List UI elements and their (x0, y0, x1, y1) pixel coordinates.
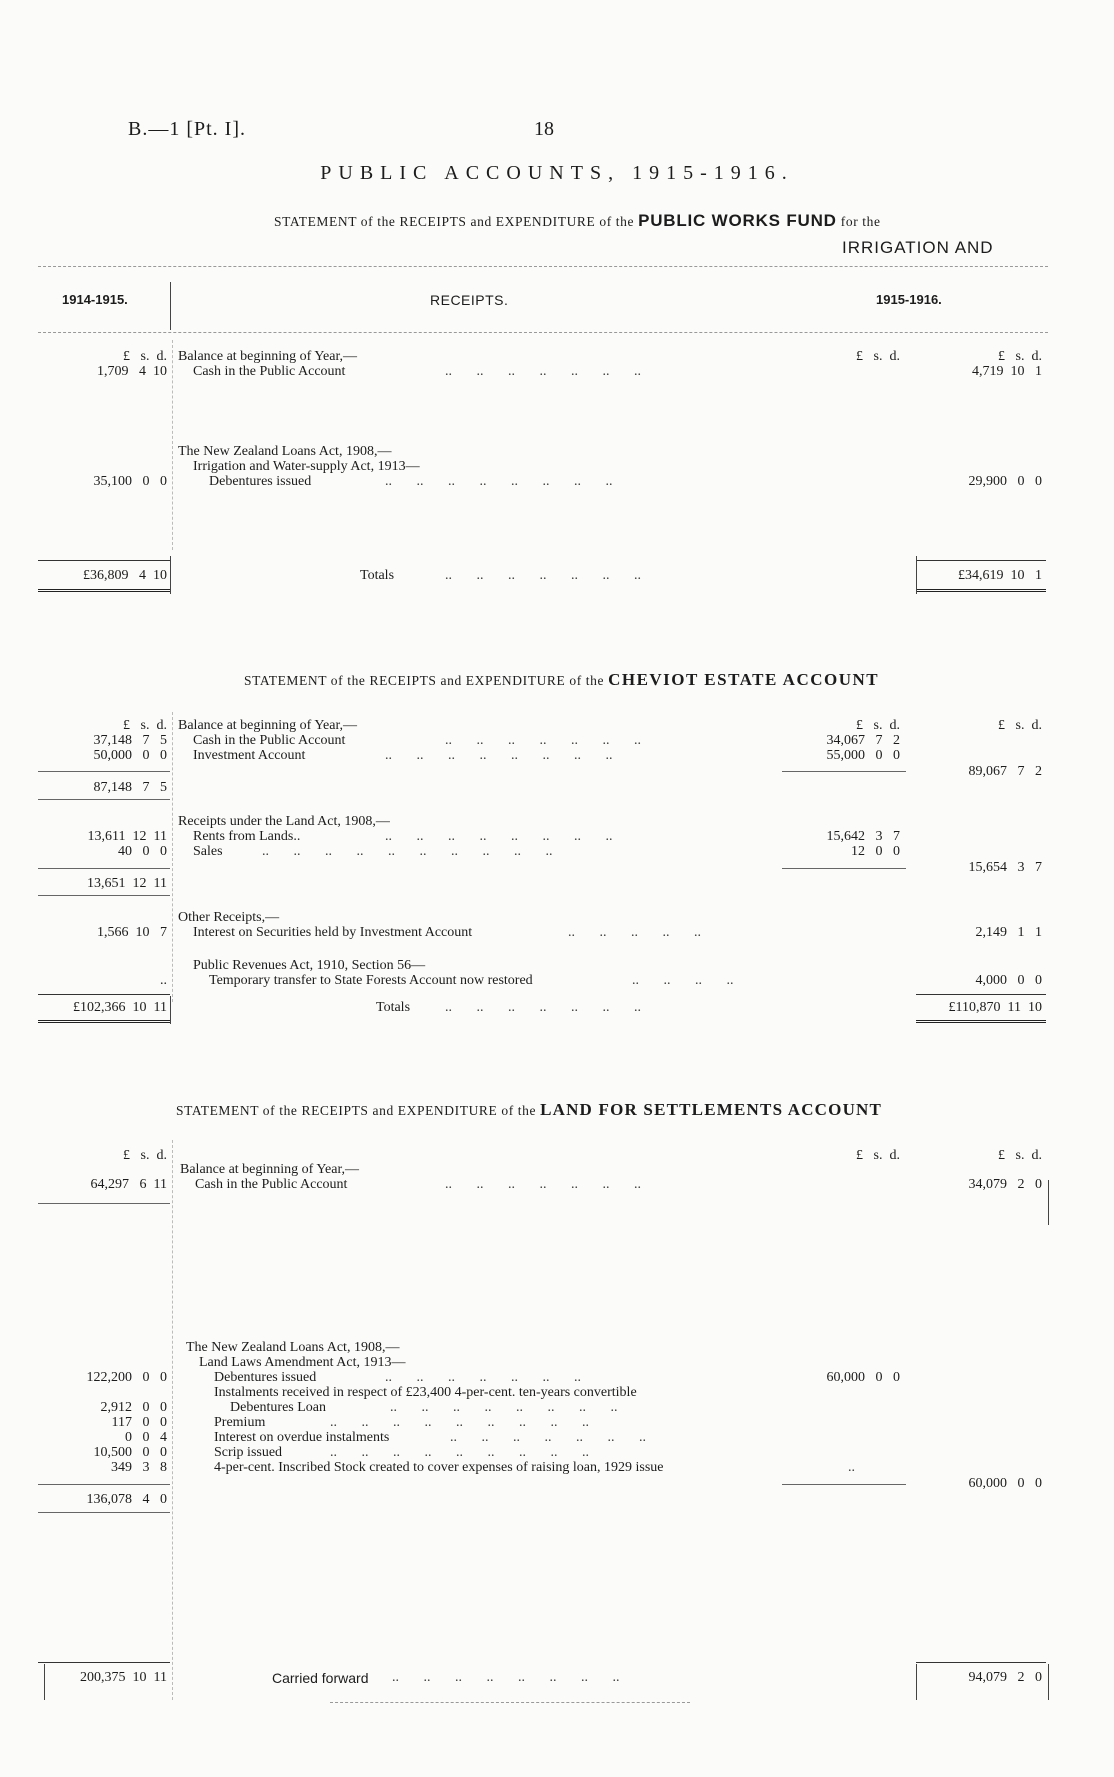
divider (330, 1702, 690, 1703)
leader-dots: .. .. .. .. .. .. .. (445, 364, 641, 379)
pwf-units-cur: £ s. d. (998, 349, 1042, 364)
cheviot-units-prev: £ s. d. (123, 718, 167, 733)
list-item: Investment Account (193, 748, 306, 763)
list-item: Balance at beginning of Year,— (180, 1162, 360, 1177)
lfs-units-prev: £ s. d. (123, 1148, 167, 1163)
leader-dots: .. .. .. .. .. .. .. .. (385, 474, 613, 489)
lfs-prev-value: 2,912 0 0 (100, 1400, 167, 1415)
divider (916, 994, 1046, 995)
divider (916, 589, 1046, 595)
list-item: Sales (193, 844, 223, 859)
lfs-prev-value: 0 0 4 (125, 1430, 167, 1445)
leader-dots: .. .. .. .. .. .. .. .. .. .. (262, 844, 553, 859)
lfs-prev-value: 122,200 0 0 (86, 1370, 167, 1385)
cheviot-subtotal-prev: 13,651 12 11 (87, 876, 167, 891)
cheviot-prev-value: .. (160, 973, 167, 988)
lfs-subtotal-cur: 60,000 0 0 (968, 1476, 1042, 1491)
page-reference: B.—1 [Pt. I]. (128, 118, 246, 140)
leader-dots: .. .. .. .. .. .. .. .. (385, 829, 613, 844)
leader-dots: .. .. .. .. .. .. .. .. (390, 1400, 618, 1415)
pwf-cur-value: 4,719 10 1 (972, 364, 1042, 379)
divider (782, 1484, 906, 1485)
pwf-prev-value: 1,709 4 10 (97, 364, 167, 379)
lfs-subtotal-prev: 136,078 4 0 (86, 1492, 167, 1507)
pwf-total-cur: £34,619 10 1 (958, 568, 1042, 583)
cheviot-mid-value: 15,642 3 7 (826, 829, 900, 844)
leader-dots: .. .. .. .. .. .. .. (445, 1177, 641, 1192)
page-number: 18 (534, 118, 554, 140)
cheviot-stmt-bold: CHEVIOT ESTATE ACCOUNT (608, 670, 880, 689)
list-item: The New Zealand Loans Act, 1908,— (186, 1340, 400, 1355)
lfs-mid-value: 60,000 0 0 (826, 1370, 900, 1385)
leader-dots: .. .. .. .. .. .. .. .. .. (330, 1415, 589, 1430)
cheviot-total-prev: £102,366 10 11 (73, 1000, 167, 1015)
cheviot-cur-value: 4,000 0 0 (975, 973, 1042, 988)
pwf-stmt-suffix: for the (840, 214, 881, 229)
list-item: Cash in the Public Account (195, 1177, 348, 1192)
cheviot-mid-value: 34,067 7 2 (826, 733, 900, 748)
divider (170, 282, 171, 330)
list-item: The New Zealand Loans Act, 1908,— (178, 444, 392, 459)
divider (170, 996, 171, 1024)
divider (916, 1662, 1046, 1663)
list-item: Debentures issued (209, 474, 312, 489)
divider (172, 340, 173, 550)
pwf-cur-value: 29,900 0 0 (968, 474, 1042, 489)
leader-dots: .. (848, 1460, 855, 1475)
divider (38, 1512, 170, 1513)
cheviot-mid-value: 12 0 0 (851, 844, 900, 859)
divider (38, 1203, 170, 1204)
pwf-subline: IRRIGATION AND (842, 238, 994, 257)
leader-dots: .. .. .. .. .. .. .. .. (392, 1670, 620, 1685)
cheviot-statement-heading (244, 670, 879, 690)
pwf-total-prev: £36,809 4 10 (83, 568, 167, 583)
divider (170, 556, 171, 594)
leader-dots: .. .. .. .. .. .. .. .. .. (330, 1445, 589, 1460)
pwf-col-receipts: RECEIPTS. (430, 292, 509, 308)
list-item: Receipts under the Land Act, 1908,— (178, 814, 390, 829)
divider (38, 332, 1048, 333)
lfs-carried-label: Carried forward (272, 1670, 369, 1686)
divider (1048, 1180, 1049, 1225)
list-item: Premium (214, 1415, 266, 1430)
leader-dots: .. .. .. .. .. .. .. (445, 1000, 641, 1015)
leader-dots: .. .. .. .. .. .. .. (450, 1430, 646, 1445)
divider (38, 799, 170, 800)
pwf-stmt-prefix: STATEMENT of the RECEIPTS and EXPENDITURE of the (274, 214, 635, 229)
divider (38, 266, 1048, 267)
lfs-stmt-prefix: STATEMENT of the RECEIPTS and EXPENDITURE of the (176, 1103, 537, 1118)
list-item: Irrigation and Water-supply Act, 1913— (193, 459, 420, 474)
divider (38, 560, 170, 561)
divider (38, 771, 170, 772)
divider (38, 895, 170, 896)
leader-dots: .. .. .. .. .. .. .. (445, 733, 641, 748)
pwf-totals-label: Totals (360, 568, 395, 583)
divider (916, 1664, 917, 1700)
cheviot-units-mid: £ s. d. (856, 718, 900, 733)
list-item: Land Laws Amendment Act, 1913— (199, 1355, 406, 1370)
list-item: Other Receipts,— (178, 910, 280, 925)
lfs-prev-value: 10,500 0 0 (93, 1445, 167, 1460)
cheviot-total-cur: £110,870 11 10 (948, 1000, 1042, 1015)
lfs-statement-heading (176, 1100, 882, 1120)
cheviot-mid-value: 55,000 0 0 (826, 748, 900, 763)
divider (172, 712, 173, 1002)
leader-dots: .. .. .. .. .. .. .. (385, 1370, 581, 1385)
pwf-col-prev-year: 1914-1915. (62, 292, 128, 307)
divider (38, 589, 170, 595)
divider (38, 1662, 170, 1663)
page-title: PUBLIC ACCOUNTS, 1915-1916. (320, 162, 794, 184)
cheviot-prev-value: 37,148 7 5 (93, 733, 167, 748)
cheviot-units-cur: £ s. d. (998, 718, 1042, 733)
list-item: Balance at beginning of Year,— (178, 349, 358, 364)
pwf-units-mid: £ s. d. (856, 349, 900, 364)
lfs-prev-value: 64,297 6 11 (90, 1177, 167, 1192)
cheviot-subtotal-cur: 89,067 7 2 (968, 764, 1042, 779)
lfs-prev-value: 117 0 0 (111, 1415, 167, 1430)
cheviot-totals-label: Totals (376, 1000, 411, 1015)
divider (782, 771, 906, 772)
divider (38, 994, 170, 995)
leader-dots: .. .. .. .. .. .. .. .. (385, 748, 613, 763)
leader-dots: .. .. .. .. .. (568, 925, 701, 940)
pwf-prev-value: 35,100 0 0 (93, 474, 167, 489)
divider (44, 1664, 45, 1700)
divider (1048, 1664, 1049, 1700)
cheviot-subtotal-prev: 87,148 7 5 (93, 780, 167, 795)
list-item: 4-per-cent. Inscribed Stock created to cover expenses of raising loan, 1929 issue (214, 1460, 664, 1475)
pwf-units-prev: £ s. d. (123, 349, 167, 364)
lfs-units-mid: £ s. d. (856, 1148, 900, 1163)
divider (172, 1140, 173, 1700)
divider (38, 1020, 170, 1026)
cheviot-prev-value: 50,000 0 0 (93, 748, 167, 763)
lfs-units-cur: £ s. d. (998, 1148, 1042, 1163)
lfs-carried-cur: 94,079 2 0 (968, 1670, 1042, 1685)
list-item: Balance at beginning of Year,— (178, 718, 358, 733)
lfs-stmt-bold: LAND FOR SETTLEMENTS ACCOUNT (540, 1100, 883, 1119)
cheviot-prev-value: 1,566 10 7 (97, 925, 167, 940)
list-item: Temporary transfer to State Forests Account now restored (209, 973, 533, 988)
list-item: Instalments received in respect of £23,400 4-per-cent. ten-years convertible (214, 1385, 637, 1400)
lfs-cur-value: 34,079 2 0 (968, 1177, 1042, 1192)
divider (38, 1484, 170, 1485)
lfs-prev-value: 349 3 8 (111, 1460, 167, 1475)
divider (916, 1020, 1046, 1026)
divider (782, 868, 906, 869)
cheviot-cur-value: 2,149 1 1 (975, 925, 1042, 940)
cheviot-prev-value: 40 0 0 (118, 844, 167, 859)
leader-dots: .. .. .. .. (632, 973, 734, 988)
list-item: Debentures issued (214, 1370, 317, 1385)
list-item: Interest on overdue instalments (214, 1430, 390, 1445)
divider (916, 560, 1046, 561)
leader-dots: .. .. .. .. .. .. .. (445, 568, 641, 583)
lfs-carried-prev: 200,375 10 11 (80, 1670, 167, 1685)
cheviot-stmt-prefix: STATEMENT of the RECEIPTS and EXPENDITURE of the (244, 673, 605, 688)
pwf-col-cur-year: 1915-1916. (876, 292, 942, 307)
pwf-stmt-bold: PUBLIC WORKS FUND (638, 211, 837, 230)
list-item: Interest on Securities held by Investment Account (193, 925, 473, 940)
pwf-statement-heading (274, 211, 881, 231)
list-item: Rents from Lands.. (193, 829, 301, 844)
list-item: Scrip issued (214, 1445, 283, 1460)
list-item: Cash in the Public Account (193, 364, 346, 379)
list-item: Public Revenues Act, 1910, Section 56— (193, 958, 426, 973)
list-item: Debentures Loan (230, 1400, 327, 1415)
divider (916, 556, 917, 594)
cheviot-subtotal-cur: 15,654 3 7 (968, 860, 1042, 875)
divider (38, 868, 170, 869)
list-item: Cash in the Public Account (193, 733, 346, 748)
cheviot-prev-value: 13,611 12 11 (87, 829, 167, 844)
